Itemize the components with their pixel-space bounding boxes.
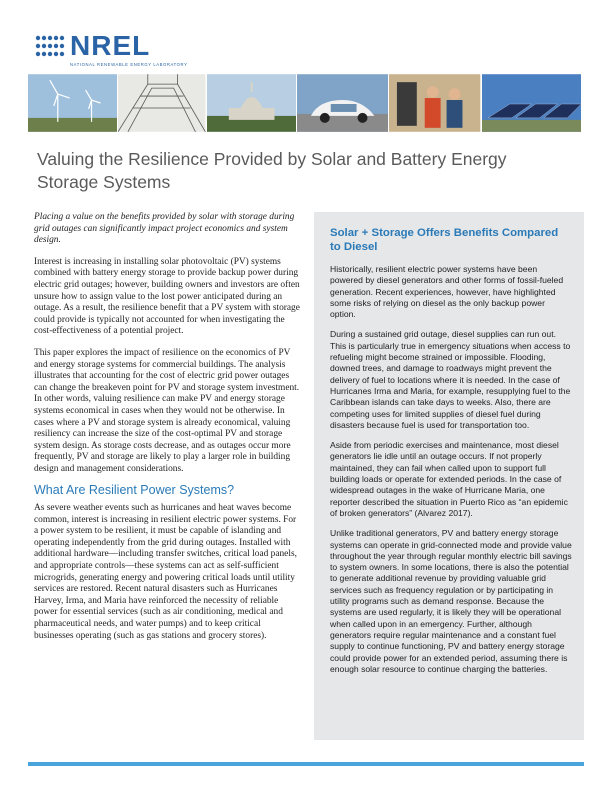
page-title: Valuing the Resilience Provided by Solar and Battery Energy Storage Systems xyxy=(37,149,507,192)
main-column xyxy=(34,212,300,652)
nrel-dots-icon xyxy=(34,34,66,58)
workers-photo xyxy=(389,74,480,132)
body-paragraph-2: This paper explores the impact of resilience on the economics of PV and energy storage systems for commercial buildings. The analysis illustrates that accounting for the cost of electric grid power outages can change the breakeven point for PV and storage system investment. In other words, valuing resilience can make PV and energy storage systems economical in cases when they would not be otherwise. In cases where a PV and storage system is already economical, valuing resiliency can increase the size of the cost-optimal PV and storage system design. As storage costs decrease, and as outages occur more frequently, PV and storage are likely to play a larger role in building design and management considerations. xyxy=(34,347,300,474)
sidebar-paragraph-1: Historically, resilient electric power systems have been powered by diesel generators and other forms of fossil-fueled generation. Recent experiences, however, have highlighted some risks of relying on diesel as the only backup power option. xyxy=(330,264,564,320)
body-paragraph-1: Interest is increasing in installing solar photovoltaic (PV) systems combined with battery energy storage to provide backup power during electric grid outages; however, building owners and investors are often unsure how to assign value to the lost power anticipated during an outage. As a result, the resilience benefit that a PV system with storage could provide is typically not accounted for when investigating the cost-effectiveness of a potential project. xyxy=(34,256,300,337)
photo-banner xyxy=(28,74,582,132)
electric-car-photo xyxy=(297,74,388,132)
section-heading: What Are Resilient Power Systems? xyxy=(34,483,235,498)
section-paragraph: As severe weather events such as hurricanes and heat waves become common, interest is increasing in resilient electric power systems. For a power system to be resilient, it must be capable of islanding and operating independently from the grid during outages. Installed with additional hardware—including transfer switches, critical load panels, and appropriate controls—these systems can act as self-sufficient microgrids, generating energy and powering critical loads until utility services are restored. Recent natural disasters such as Hurricanes Harvey, Irma, and Maria have reinforced the necessity of reliable power for essential services (such as air conditioning, medical and pharmaceutical needs, and water pumps) and to keep critical businesses operating (such as gas stations and grocery stores). xyxy=(34,503,297,641)
capitol-dome-photo xyxy=(207,74,296,132)
nrel-logo xyxy=(34,30,188,70)
logo-text: NREL xyxy=(70,30,151,61)
sidebar-box xyxy=(314,212,584,740)
bottom-rule xyxy=(28,762,584,766)
sidebar-paragraph-3: Aside from periodic exercises and maintenance, most diesel generators lie idle until an outage occurs. If not properly maintained, they can fail when called upon to support full building loads or operate for extended periods. In the case of widespread outages in the wake of Hurricane Maria, one reporter described the situation in Puerto Rico as “an epidemic of broken generators” (Alvarez 2017). xyxy=(330,440,568,518)
intro-text: Placing a value on the benefits provided by solar with storage during grid outages can significantly impact project economics and system design. xyxy=(34,212,295,246)
sidebar-paragraph-4: Unlike traditional generators, PV and battery energy storage systems can operate in grid-connected mode and provide value throughout the year through regular monthly electric bill savings to system owners. In some locations, there is also the potential to generate additional revenue by providing valuable grid services such as frequency regulation or by participating in utility programs such as demand response. Because the systems are used regularly, it is likely they will be operational when called upon in an emergency. Further, although generators require regular maintenance and a constant fuel supply to continue functioning, PV and battery energy storage could provide power for an extended period, assuming there is enough solar resource to continue charging the batteries. xyxy=(330,528,572,674)
solar-panels-photo xyxy=(482,74,581,132)
logo-subtitle: NATIONAL RENEWABLE ENERGY LABORATORY xyxy=(70,62,188,67)
glass-corridor-photo xyxy=(118,74,205,132)
sidebar-heading: Solar + Storage Offers Benefits Compared to Diesel xyxy=(330,227,559,253)
sidebar-paragraph-2: During a sustained grid outage, diesel supplies can run out. This is particularly true in emergency situations when access to refueling might become strained or impossible. Flooding, downed trees, and damage to roadways might prevent the delivery of fuel to locations where it is needed. In the case of Hurricanes Irma and Maria, for example, resupplying fuel to the Caribbean islands can take days to weeks. Also, there are competing uses for limited supplies of diesel fuel during disasters because fuel is used for transportation too. xyxy=(330,329,571,430)
wind-turbines-photo xyxy=(28,74,117,132)
